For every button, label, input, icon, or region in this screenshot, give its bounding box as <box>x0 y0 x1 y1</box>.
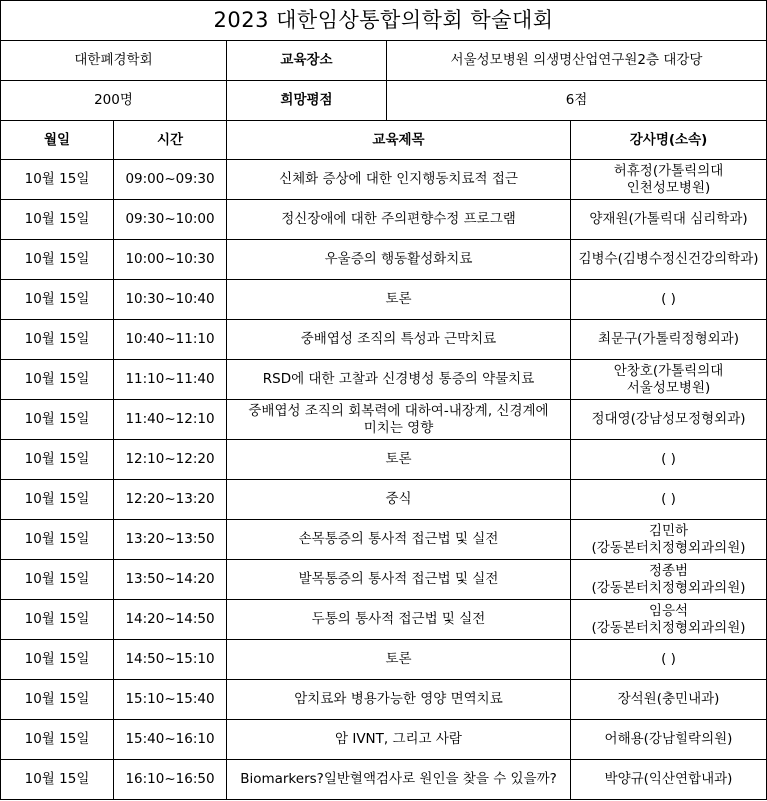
speaker-cell: 안창호(가톨릭의대 서울성모병원) <box>571 360 767 400</box>
table-row <box>1 480 767 520</box>
title-cell: 두통의 통사적 접근법 및 실전 <box>227 600 571 640</box>
title-cell: 중배엽성 조직의 특성과 근막치료 <box>227 320 571 360</box>
time-cell: 11:10~11:40 <box>114 360 227 400</box>
date-cell: 10월 15일 <box>1 160 114 200</box>
title-cell: 토론 <box>227 280 571 320</box>
table-row <box>1 400 767 440</box>
date-cell: 10월 15일 <box>1 320 114 360</box>
speaker-cell: 임응석(강동본터치정형외과의원) <box>571 600 767 640</box>
time-cell: 09:00~09:30 <box>114 160 227 200</box>
title-row <box>1 1 767 41</box>
title-cell: 토론 <box>227 440 571 480</box>
column-header-title: 교육제목 <box>227 121 571 160</box>
table-row <box>1 680 767 720</box>
column-header-date: 월일 <box>1 121 114 160</box>
time-cell: 12:20~13:20 <box>114 480 227 520</box>
time-cell: 16:10~16:50 <box>114 760 227 800</box>
title-cell: 발목통증의 통사적 접근법 및 실전 <box>227 560 571 600</box>
time-cell: 09:30~10:00 <box>114 200 227 240</box>
speaker-cell: ( ) <box>571 640 767 680</box>
speaker-cell: 허휴정(가톨릭의대 인천성모병원) <box>571 160 767 200</box>
title-cell: 우울증의 행동활성화치료 <box>227 240 571 280</box>
date-cell: 10월 15일 <box>1 200 114 240</box>
table-row <box>1 520 767 560</box>
speaker-cell: 김병수(김병수정신건강의학과) <box>571 240 767 280</box>
capacity: 200명 <box>1 81 227 121</box>
date-cell: 10월 15일 <box>1 720 114 760</box>
date-cell: 10월 15일 <box>1 440 114 480</box>
time-cell: 13:50~14:20 <box>114 560 227 600</box>
header-row <box>1 121 767 160</box>
time-cell: 10:30~10:40 <box>114 280 227 320</box>
time-cell: 14:20~14:50 <box>114 600 227 640</box>
info-row-credit <box>1 81 767 121</box>
table-row <box>1 240 767 280</box>
speaker-cell: 김민하(강동본터치정형외과의원) <box>571 520 767 560</box>
title-cell: 암 IVNT, 그리고 사람 <box>227 720 571 760</box>
time-cell: 11:40~12:10 <box>114 400 227 440</box>
title-cell: 암치료와 병용가능한 영양 면역치료 <box>227 680 571 720</box>
speaker-cell: 어해용(강남힐락의원) <box>571 720 767 760</box>
table-row <box>1 640 767 680</box>
title-cell: 손목통증의 통사적 접근법 및 실전 <box>227 520 571 560</box>
page-title: 2023 대한임상통합의학회 학술대회 <box>1 1 767 41</box>
speaker-cell: 장석원(충민내과) <box>571 680 767 720</box>
speaker-cell: 최문구(가톨릭정형외과) <box>571 320 767 360</box>
speaker-cell: 정대영(강남성모정형외과) <box>571 400 767 440</box>
date-cell: 10월 15일 <box>1 240 114 280</box>
table-row <box>1 200 767 240</box>
speaker-cell: ( ) <box>571 480 767 520</box>
title-cell: 토론 <box>227 640 571 680</box>
table-row <box>1 160 767 200</box>
speaker-cell: 정종범(강동본터치정형외과의원) <box>571 560 767 600</box>
title-cell: 신체화 증상에 대한 인지행동치료적 접근 <box>227 160 571 200</box>
table-row <box>1 600 767 640</box>
table-row <box>1 360 767 400</box>
venue: 서울성모병원 의생명산업연구원2층 대강당 <box>387 41 767 81</box>
date-cell: 10월 15일 <box>1 360 114 400</box>
date-cell: 10월 15일 <box>1 680 114 720</box>
column-header-time: 시간 <box>114 121 227 160</box>
time-cell: 12:10~12:20 <box>114 440 227 480</box>
date-cell: 10월 15일 <box>1 640 114 680</box>
speaker-cell: 박양규(익산연합내과) <box>571 760 767 800</box>
title-cell: RSD에 대한 고찰과 신경병성 통증의 약물치료 <box>227 360 571 400</box>
date-cell: 10월 15일 <box>1 480 114 520</box>
table-row <box>1 280 767 320</box>
table-row <box>1 760 767 800</box>
time-cell: 10:00~10:30 <box>114 240 227 280</box>
speaker-cell: 양재원(가톨릭대 심리학과) <box>571 200 767 240</box>
organizer: 대한폐경학회 <box>1 41 227 81</box>
time-cell: 14:50~15:10 <box>114 640 227 680</box>
table-row <box>1 440 767 480</box>
date-cell: 10월 15일 <box>1 600 114 640</box>
date-cell: 10월 15일 <box>1 400 114 440</box>
date-cell: 10월 15일 <box>1 520 114 560</box>
title-cell: Biomarkers?일반혈액검사로 원인을 찾을 수 있을까? <box>227 760 571 800</box>
time-cell: 15:40~16:10 <box>114 720 227 760</box>
date-cell: 10월 15일 <box>1 280 114 320</box>
time-cell: 13:20~13:50 <box>114 520 227 560</box>
speaker-cell: ( ) <box>571 440 767 480</box>
column-header-speaker: 강사명(소속) <box>571 121 767 160</box>
date-cell: 10월 15일 <box>1 760 114 800</box>
table-row <box>1 720 767 760</box>
time-cell: 15:10~15:40 <box>114 680 227 720</box>
info-row-venue <box>1 41 767 81</box>
title-cell: 정신장애에 대한 주의편향수정 프로그램 <box>227 200 571 240</box>
table-row <box>1 320 767 360</box>
venue-label: 교육장소 <box>227 41 387 81</box>
title-cell: 중식 <box>227 480 571 520</box>
credit: 6점 <box>387 81 767 121</box>
date-cell: 10월 15일 <box>1 560 114 600</box>
credit-label: 희망평점 <box>227 81 387 121</box>
speaker-cell: ( ) <box>571 280 767 320</box>
title-cell: 중배엽성 조직의 회복력에 대하여-내장계, 신경계에 미치는 영향 <box>227 400 571 440</box>
table-row <box>1 560 767 600</box>
time-cell: 10:40~11:10 <box>114 320 227 360</box>
